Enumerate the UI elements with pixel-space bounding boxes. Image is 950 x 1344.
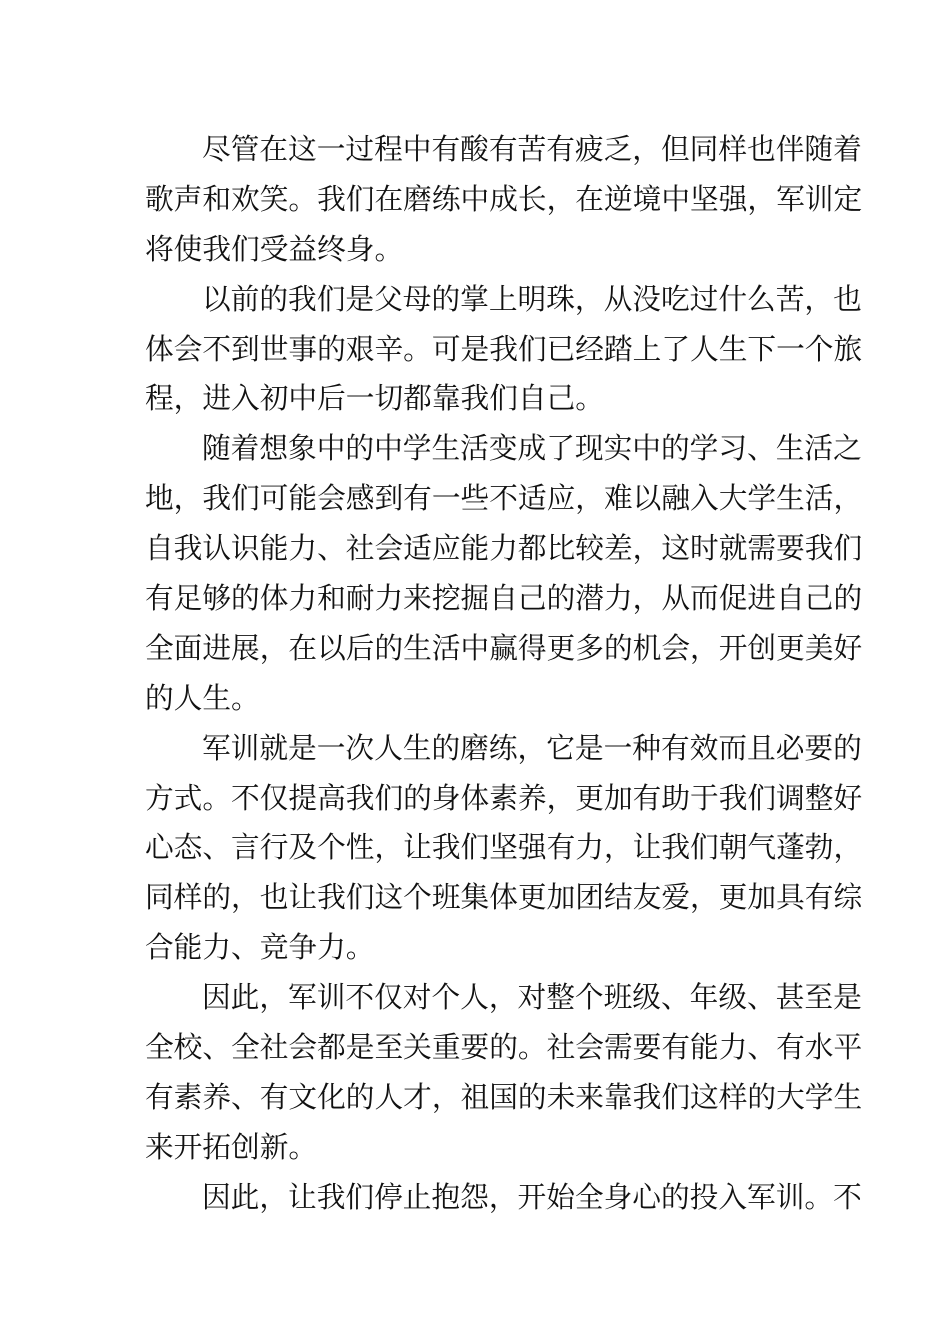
text-line: 来开拓创新。 — [145, 1129, 318, 1164]
paragraph — [145, 973, 863, 1173]
text-line: 歌声和欢笑。我们在磨练中成长，在逆境中坚强，军训定 — [145, 181, 863, 216]
paragraph — [145, 125, 863, 275]
text-line: 地，我们可能会感到有一些不适应，难以融入大学生活， — [145, 481, 863, 516]
text-line: 自我认识能力、社会适应能力都比较差，这时就需要我们 — [145, 531, 863, 566]
text-line: 军训就是一次人生的磨练，它是一种有效而且必要的 — [202, 730, 862, 765]
text-line: 方式。不仅提高我们的身体素养，更加有助于我们调整好 — [145, 780, 863, 815]
text-line: 尽管在这一过程中有酸有苦有疲乏，但同样也伴随着 — [202, 132, 862, 166]
document-page — [145, 125, 863, 1223]
text-line: 全校、全社会都是至关重要的。社会需要有能力、有水平 — [145, 1030, 863, 1065]
text-line: 因此，军训不仅对个人，对整个班级、年级、甚至是 — [202, 980, 862, 1015]
text-line: 因此，让我们停止抱怨，开始全身心的投入军训。不 — [202, 1179, 862, 1214]
text-line: 体会不到世事的艰辛。可是我们已经踏上了人生下一个旅 — [145, 331, 863, 366]
text-line: 心态、言行及个性，让我们坚强有力，让我们朝气蓬勃， — [145, 830, 863, 865]
paragraph — [145, 1173, 862, 1223]
text-line: 有足够的体力和耐力来挖掘自己的潜力，从而促进自己的 — [145, 581, 863, 616]
text-line: 的人生。 — [145, 680, 260, 715]
text-line: 将使我们受益终身。 — [145, 231, 404, 266]
text-line: 随着想象中的中学生活变成了现实中的学习、生活之 — [202, 431, 862, 466]
text-line: 程，进入初中后一切都靠我们自己。 — [145, 381, 604, 416]
paragraph — [145, 724, 863, 973]
text-line: 有素养、有文化的人才，祖国的未来靠我们这样的大学生 — [145, 1079, 863, 1114]
text-line: 以前的我们是父母的掌上明珠，从没吃过什么苦，也 — [202, 281, 862, 316]
paragraph — [145, 275, 863, 425]
paragraph — [145, 424, 863, 723]
text-line: 全面进展，在以后的生活中赢得更多的机会，开创更美好 — [145, 630, 863, 665]
text-line: 合能力、竞争力。 — [145, 930, 375, 965]
text-line: 同样的，也让我们这个班集体更加团结友爱，更加具有综 — [145, 880, 863, 915]
